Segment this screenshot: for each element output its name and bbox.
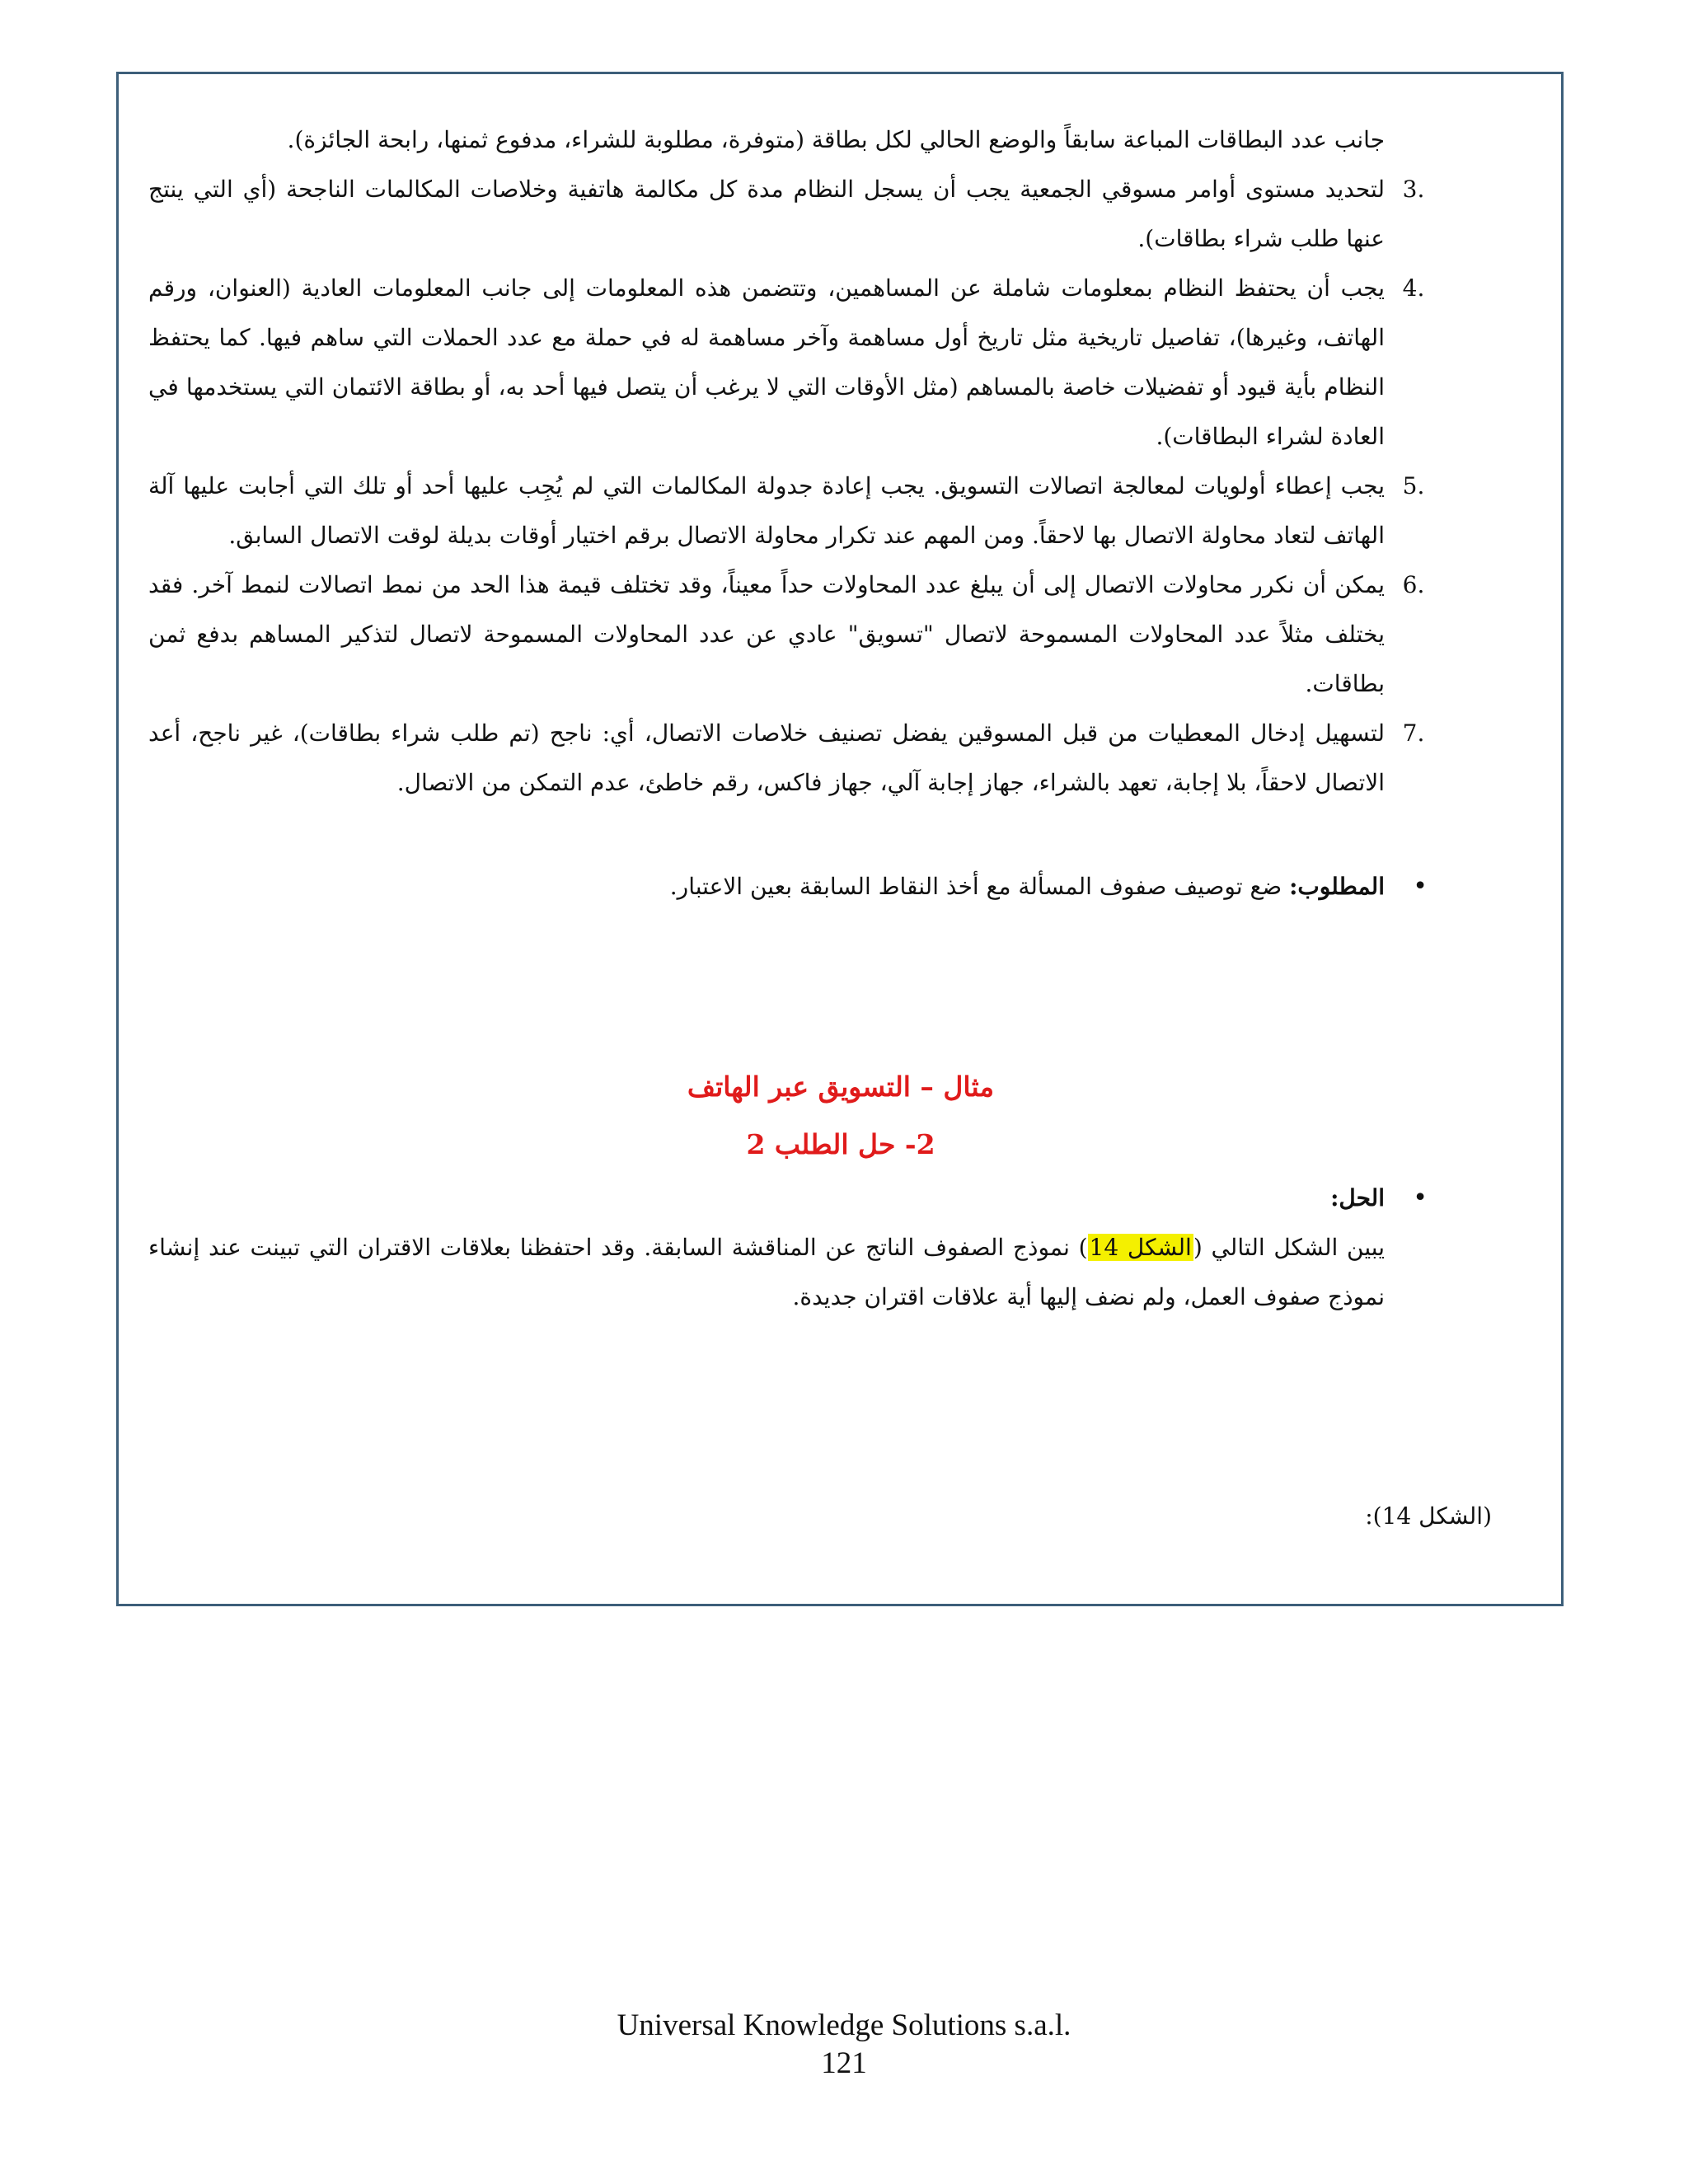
required-bullet <box>148 862 1434 912</box>
bullet-icon: • <box>1413 1183 1428 1212</box>
solution-paragraph <box>148 1223 1434 1322</box>
solution-text-before: يبين الشكل التالي ( <box>1193 1234 1386 1261</box>
solution-label: الحل: <box>1330 1184 1385 1212</box>
continuation-paragraph: جانب عدد البطاقات المباعة سابقاً والوضع الحالي لكل بطاقة (متوفرة، مطلوبة للشراء، مدفوع ثمنها، رابحة الجائزة). <box>287 126 1385 153</box>
list-item <box>148 709 1434 808</box>
page-number: 121 <box>821 2046 867 2080</box>
footer-publisher: Universal Knowledge Solutions s.a.l. <box>617 2008 1071 2042</box>
list-item-text: يجب إعطاء أولويات لمعالجة اتصالات التسويق. يجب إعادة جدولة المكالمات التي لم يُجِب عليها أحد أو تلك التي أجابت عليها آلة الهاتف لتعاد محاولة الاتصال بها لاحقاً. ومن المهم عند تكرار محاولة الاتصال برقم اختيار أوقات بديلة لوقت الاتصال السابق. <box>148 472 1385 549</box>
list-item-text: يجب أن يحتفظ النظام بمعلومات شاملة عن المساهمين، وتتضمن هذه المعلومات إلى جانب المعلومات العادية (العنوان، ورقم الهاتف، وغيرها)، تفاصيل تاريخية مثل تاريخ أول مساهمة وآخر مساهمة له في حملة مع عدد الحملات التي ساهم فيها. كما يحتفظ النظام بأية قيود أو تفضيلات خاصة بالمساهم (مثل الأوقات التي لا يرغب أن يتصل فيها أحد به، أو بطاقة الائتمان التي يستخدمها في العادة لشراء البطاقات). <box>148 274 1385 450</box>
required-text: ضع توصيف صفوف المسألة مع أخذ النقاط السابقة بعين الاعتبار. <box>669 873 1290 900</box>
list-item-number: 6. <box>1402 571 1425 598</box>
list-item <box>148 264 1434 462</box>
solution-bullet <box>148 1174 1434 1223</box>
figure-label: (الشكل 14): <box>1365 1502 1492 1530</box>
list-item-number: 7. <box>1402 719 1425 747</box>
list-item-number: 3. <box>1402 176 1425 203</box>
document-body <box>148 115 1434 1322</box>
list-item-number: 4. <box>1402 274 1425 302</box>
list-item-number: 5. <box>1402 472 1425 499</box>
list-item <box>148 462 1434 560</box>
list-item <box>148 165 1434 264</box>
figure-reference-highlight: الشكل 14 <box>1089 1234 1192 1261</box>
section-title: مثال – التسويق عبر الهاتف <box>687 1071 995 1103</box>
section-subtitle: 2- حل الطلب 2 <box>746 1128 935 1160</box>
solution-text-after: ) نموذج الصفوف الناتج عن المناقشة السابقة. وقد احتفظنا بعلاقات الاقتران التي تبينت عند إنشاء نموذج صفوف العمل، ولم نضف إليها أية علاقات اقتران جديدة. <box>148 1234 1385 1310</box>
bullet-icon: • <box>1413 872 1428 901</box>
list-item-text: لتحديد مستوى أوامر مسوقي الجمعية يجب أن يسجل النظام مدة كل مكالمة هاتفية وخلاصات المكالمات الناجحة (أي التي ينتج عنها طلب شراء بطاقات). <box>148 176 1385 252</box>
list-item-text: يمكن أن نكرر محاولات الاتصال إلى أن يبلغ عدد المحاولات حداً معيناً، وقد تختلف قيمة هذا الحد من نمط اتصالات لنمط آخر. فقد يختلف مثلاً عدد المحاولات المسموحة لاتصال "تسويق" عادي عن عدد المحاولات المسموحة لاتصال لتذكير المساهم بدفع ثمن بطاقات. <box>148 571 1385 697</box>
list-item <box>148 560 1434 709</box>
list-item-text: لتسهيل إدخال المعطيات من قبل المسوقين يفضل تصنيف خلاصات الاتصال، أي: ناجح (تم طلب شراء بطاقات)، غير ناجح، أعد الاتصال لاحقاً، بلا إجابة، تعهد بالشراء، جهاز إجابة آلي، جهاز فاكس، رقم خاطئ، عدم التمكن من الاتصال. <box>148 719 1385 796</box>
required-label: المطلوب: <box>1289 873 1385 900</box>
